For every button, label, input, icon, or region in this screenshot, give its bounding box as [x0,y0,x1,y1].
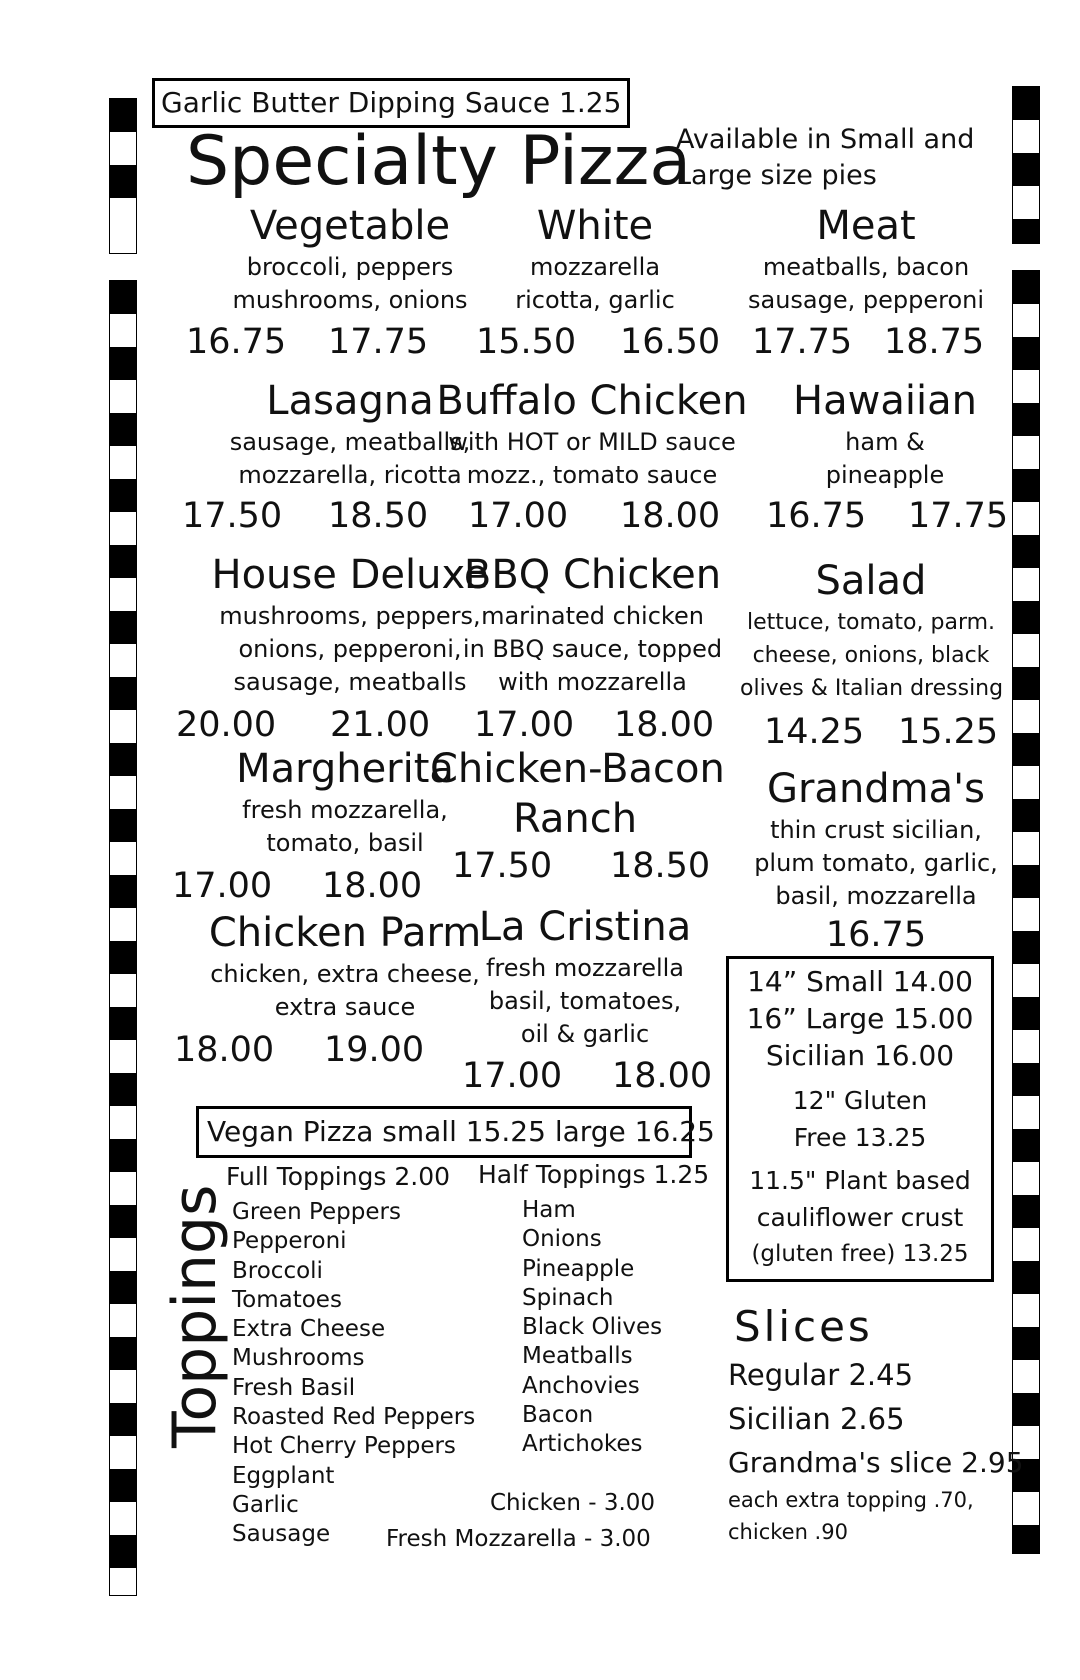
price-small: 17.00 [474,705,575,745]
slice-regular: Regular 2.45 [728,1358,914,1392]
topping-item: Garlic [232,1491,299,1518]
item-name: Vegetable [249,203,451,249]
item-name: Margherita [236,746,454,792]
item-desc-line: plum tomato, garlic, [754,849,998,877]
slice-sicilian: Sicilian 2.65 [728,1402,905,1436]
item-name: Salad [815,558,927,604]
item-name: BBQ Chicken [463,552,722,598]
topping-item: Ham [522,1197,576,1223]
menu-item-la-cristina [450,904,720,1051]
size-price-box [726,956,994,1282]
item-desc-line: ricotta, garlic [515,286,675,314]
price-large: 18.00 [620,496,721,536]
menu-item-vegetable [180,203,520,317]
left-border-top [109,98,137,254]
price-small: 17.50 [182,496,283,536]
item-desc-line: extra sauce [274,993,416,1021]
price-small: 17.75 [752,322,853,362]
price-small: 18.00 [174,1030,275,1070]
topping-item: Anchovies [522,1372,640,1399]
garlic-sauce-text: Garlic Butter Dipping Sauce 1.25 [161,86,622,119]
item-desc-line: ham & [845,428,925,456]
slices-heading: Slices [734,1302,873,1351]
topping-item: Fresh Basil [232,1374,356,1401]
item-desc-line: broccoli, peppers [246,253,454,281]
item-desc-line: oil & garlic [520,1020,650,1048]
right-border-main [1012,270,1040,1554]
price-large: 17.75 [908,496,1009,536]
price-large: 21.00 [330,705,431,745]
price-small: 17.00 [468,496,569,536]
price-large: 18.00 [322,866,423,906]
item-desc-line: thin crust sicilian, [770,816,982,844]
toppings-list-right [522,1196,662,1460]
topping-item: Pineapple [522,1255,635,1282]
topping-item: Spinach [522,1284,614,1311]
item-desc-line: sausage, meatballs, [229,428,471,456]
topping-item: Onions [522,1226,602,1253]
toppings-list-left [232,1198,475,1550]
available-line-2: Large size pies [676,160,877,191]
price-large: 18.75 [884,322,985,362]
item-name: Lasagna [266,378,434,424]
right-border-top [1012,86,1040,244]
topping-item: Hot Cherry Peppers [232,1433,456,1460]
menu-item-grandmas [745,766,1007,955]
item-desc-line: fresh mozzarella, [242,796,448,824]
price-large: 18.50 [610,846,711,886]
topping-item: Extra Cheese [232,1316,386,1343]
price-large: 15.25 [898,712,999,752]
price-small: 17.00 [462,1056,563,1096]
size-small: 14” Small 14.00 [747,965,973,998]
item-desc-line: marinated chicken [481,602,704,630]
item-desc-line: sausage, meatballs [233,668,467,696]
item-desc-line: meatballs, bacon [762,253,970,281]
plant-crust-line-1: 11.5" Plant based [749,1166,971,1195]
item-desc-line: with HOT or MILD sauce [448,428,736,456]
menu-item-chicken-bacon-ranch [430,746,725,842]
item-name: Buffalo Chicken [436,378,748,424]
topping-item: Eggplant [232,1462,335,1489]
topping-item: Roasted Red Peppers [232,1404,476,1431]
topping-item: Green Peppers [232,1199,401,1225]
slice-chicken: chicken .90 [728,1520,848,1544]
item-name: Hawaiian [793,378,977,424]
topping-item: Tomatoes [232,1286,342,1313]
menu-item-bbq-chicken [450,552,735,699]
plant-crust-line-3: (gluten free) 13.25 [751,1241,969,1267]
topping-item: Bacon [522,1402,594,1429]
menu-item-salad [740,558,1002,705]
item-desc-line: lettuce, tomato, parm. [746,610,996,635]
price-small: 17.00 [172,866,273,906]
size-sicilian: Sicilian 16.00 [765,1039,955,1072]
fresh-mozzarella-price: Fresh Mozzarella - 3.00 [386,1526,651,1552]
price-small: 14.25 [764,712,865,752]
topping-item: Pepperoni [232,1228,347,1255]
toppings-heading: Toppings [160,1184,230,1448]
item-desc-line: chicken, extra cheese, [210,960,480,988]
item-desc-line: with mozzarella [498,668,687,696]
menu-item-meat [735,203,997,317]
slice-grandma: Grandma's slice 2.95 [728,1446,1024,1479]
item-name: Grandma's [766,766,985,812]
item-name: Chicken-Bacon [430,746,725,792]
price-small: 17.50 [452,846,553,886]
price-large: 18.00 [612,1056,713,1096]
half-toppings-price: Half Toppings 1.25 [478,1160,710,1189]
price-large: 18.00 [614,705,715,745]
size-large: 16” Large 15.00 [746,1002,974,1035]
item-name: Meat [816,203,916,249]
menu-item-white [470,203,720,317]
price-large: 18.50 [328,496,429,536]
menu-item-hawaiian [760,378,1010,492]
item-desc-line: mozzarella, ricotta [238,461,462,489]
price-large: 16.50 [620,322,721,362]
topping-item: Black Olives [522,1314,663,1341]
item-name: Chicken Parm [208,910,482,956]
item-desc-line: sausage, pepperoni [747,286,985,314]
price-small: 16.75 [766,496,867,536]
item-desc-line: basil, mozzarella [775,882,977,910]
topping-item: Mushrooms [232,1345,365,1372]
available-line-1: Available in Small and [676,124,975,155]
topping-item: Sausage [232,1521,331,1548]
chicken-topping-price: Chicken - 3.00 [490,1490,656,1516]
price-small: 16.75 [186,322,287,362]
left-border-main [109,280,137,1596]
item-desc-line: tomato, basil [266,829,424,857]
item-desc-line: mozz., tomato sauce [466,461,718,489]
item-desc-line: mushrooms, peppers, [219,602,481,630]
price-large: 17.75 [328,322,429,362]
available-note [676,122,974,194]
item-name-line-2: Ranch [512,796,638,842]
item-desc-line: onions, pepperoni, [238,635,462,663]
vegan-pizza-box [196,1106,715,1158]
gluten-free-line-1: 12" Gluten [792,1086,928,1115]
item-desc-line: mushrooms, onions [232,286,468,314]
menu-item-buffalo-chicken [432,378,752,492]
item-desc-line: pineapple [825,461,945,489]
topping-item: Artichokes [522,1431,643,1458]
item-desc-line: basil, tomatoes, [488,987,682,1015]
page-title: Specialty Pizza [186,122,691,201]
item-desc-line: in BBQ sauce, topped [462,635,723,663]
item-price: 16.75 [825,915,927,955]
topping-item: Broccoli [232,1257,323,1284]
plant-crust-line-2: cauliflower crust [756,1203,964,1232]
price-small: 15.50 [476,322,577,362]
item-name: White [536,203,654,249]
slice-extra-topping: each extra topping .70, [728,1488,974,1512]
item-desc-line: cheese, onions, black [752,643,990,668]
item-desc-line: olives & Italian dressing [740,676,1004,701]
item-desc-line: fresh mozzarella [485,954,684,982]
price-large: 19.00 [324,1030,425,1070]
topping-item: Meatballs [522,1343,633,1370]
item-name: House Deluxe [211,552,489,598]
item-name: La Cristina [478,904,692,950]
item-desc-line: mozzarella [529,253,661,281]
vegan-pizza-text: Vegan Pizza small 15.25 large 16.25 [207,1115,715,1148]
gluten-free-line-2: Free 13.25 [793,1123,927,1152]
full-toppings-price: Full Toppings 2.00 [226,1162,451,1191]
price-small: 20.00 [176,705,277,745]
garlic-sauce-box [152,78,630,128]
